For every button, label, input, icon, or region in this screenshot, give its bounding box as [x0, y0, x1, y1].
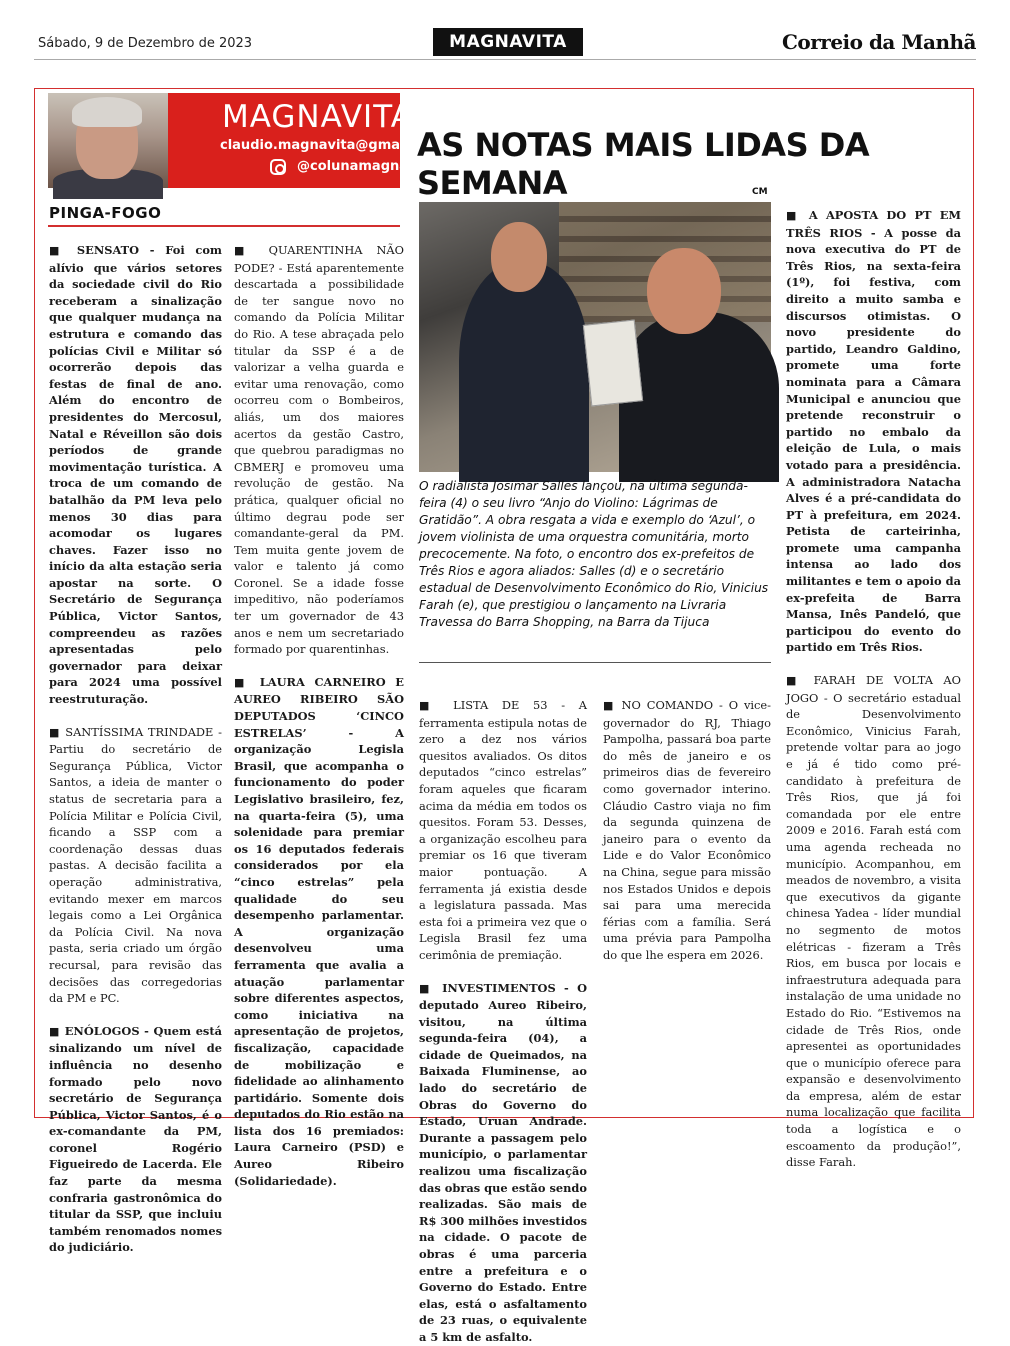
column-3: [419, 697, 587, 1344]
note-enologos: ■ ENÓLOGOS - Quem está sinalizando um nível de influência no desenho formado pelo novo secretário de Segurança Pública, Victor Santos, é o ex-comandante da PM, coronel Rogério Figueiredo de Lacerda. Ele faz parte da mesma confraria gastronômica do titular da SSP, que incluiu também renomados nomes do judiciário.: [49, 1023, 222, 1255]
section-badge: MAGNAVITA: [433, 28, 583, 56]
column-5: [786, 207, 961, 1170]
note-aposta: ■ A APOSTA DO PT EM TRÊS RIOS - A posse da nova executiva do PT de Três Rios, na sexta-feira (1º), foi festiva, com direito a muito samba e discursos otimistas. O novo presidente do partido, Leandro Galdino, promete uma forte nominata para a Câmara Municipal e anunciou que pretende reconstruir o partido no embalo da eleição de Lula, o mais votado para a presidência. A administradora Natacha Alves é a pré-candidata do PT à prefeitura, em 2024. Petista de carteirinha, promete uma campanha intensa ao lado dos militantes e tem o apoio da ex-prefeita de Barra Mansa, Inês Pandeló, que participou do evento do partido em Três Rios.: [786, 208, 961, 655]
columnist-instagram: @colunamagnavita: [297, 159, 436, 174]
note-quarentinha: ■ QUARENTINHA NÃO PODE? - Está aparentemente descartada a possibilidade de ter sangue novo no comando da Polícia Militar do Rio. A tese abraçada pelo titular da SSP é a de valorizar a velha guarda e evitar uma renovação, como ocorreu com o Bombeiros, aliás, um dos maiores acertos da gestão Castro, que quebrou paradigmas no CBMERJ e promoveu uma revolução de gestão. Na prática, qualquer oficial no último degrau pode ser comandante-geral da PM. Tem muita gente jovem de valor e talento já como Coronel. Se a idade fosse impeditivo, não poderíamos ter um governador de 43 anos e nem um secretariado formado por quarentinhas.: [234, 243, 404, 657]
photo-caption: O radialista Josimar Salles lançou, na última segunda-feira (4) o seu livro “Anjo do Violino: Lágrimas de Gratidão”. A obra resgata a vida e exemplo do ‘Azul’, o jovem violinista de uma orquestra comunitária, morto precocemente. Na foto, o encontro dos ex-prefeitos de Três Rios e agora aliados: Salles (d) e o secretário estadual de Desenvolvimento Econômico do Rio, Vinicius Farah (e), que prestigiou o lançamento na Livraria Travessa do Barra Shopping, na Barra da Tijuca: [419, 479, 769, 629]
note-investimentos: ■ INVESTIMENTOS - O deputado Aureo Ribeiro, visitou, na última segunda-feira (04), a cidade de Queimados, na Baixada Fluminense, ao lado do secretário de Obras do Governo do Estado, Uruan Andrade. Durante a passagem pelo município, o parlamentar realizou uma fiscalização das obras que estão sendo realizadas. São mais de R$ 300 milhões investidos na cidade. O pacote de obras é uma parceria entre a prefeitura e o Governo do Estado. Entre elas, está o asfaltamento de 23 ruas, o equivalente a 5 km de asfalto.: [419, 980, 587, 1344]
page-headline: AS NOTAS MAIS LIDAS DA SEMANA: [417, 126, 870, 202]
newspaper-logo: Correio da Manhã: [781, 30, 976, 54]
columnist-banner: [48, 93, 445, 188]
columnist-name: MAGNAVITA: [222, 99, 413, 135]
note-sensato: ■ SENSATO - Foi com alívio que vários setores da sociedade civil do Rio receberam a sinalização que qualquer mudança na estrutura e comando das polícias Civil e Militar só ocorrerão depois das festas de final de ano. Além do encontro de presidentes do Mercosul, Natal e Réveillon são dois períodos de grande movimentação turística. A troca de um comando de batalhão da PM leva pelo menos 30 dias para acomodar os lugares chaves. Fazer isso no início da alta estação seria apostar na sorte. O Secretário de Segurança Pública, Victor Santos, compreendeu as razões apresentadas pelo governador para deixar para 2024 uma possível reestruturação.: [49, 243, 222, 707]
note-comando: ■ NO COMANDO - O vice-governador do RJ, Thiago Pampolha, passará boa parte do mês de janeiro e os primeiros dias de fevereiro como governador interino. Cláudio Castro viaja no fim da segunda quinzena de janeiro para o evento da Lide e do Valor Econômico na China, segue para missão nos Estados Unidos e depois sai para uma merecida férias com a família. Será uma prévia para Pampolha do que lhe espera em 2026.: [603, 698, 771, 962]
pinga-fogo-label: PINGA-FOGO: [49, 204, 162, 222]
columnist-avatar: [48, 93, 168, 188]
columnist-email: claudio.magnavita@gmail.com: [220, 138, 445, 153]
column-2: [234, 242, 404, 1188]
header-divider: [34, 59, 976, 60]
pinga-fogo-divider: [48, 225, 400, 227]
note-farah: ■ FARAH DE VOLTA AO JOGO - O secretário estadual de Desenvolvimento Econômico, Vinicius Farah, pretende voltar para ao jogo e já é tido como pré-candidato à prefeitura de Três Rios, que já foi comandada por ele entre 2009 e 2016. Farah está com uma agenda recheada no município. Acompanhou, em meados de novembro, a visita que executivos da gigante chinesa Yadea - líder mundial no segmento de motos elétricas - fizeram a Três Rios, em busca por locais e infraestrutura adequada para instalação de uma unidade no Estado do Rio. “Estivemos na cidade de Três Rios, onde apresentei as oportunidades que o município oferece para expansão e desenvolvimento da empresa, além de estar numa localização que facilita toda a logística e o escoamento da produção!”, disse Farah.: [786, 673, 961, 1170]
note-laura: ■ LAURA CARNEIRO E AUREO RIBEIRO SÃO DEPUTADOS ‘CINCO ESTRELAS’ - A organização Legisla Brasil, que acompanha o funcionamento do poder Legislativo brasileiro, fez, na quarta-feira (5), uma solenidade para premiar os 16 deputados federais considerados por ela “cinco estrelas” pela qualidade do seu desempenho parlamentar. A organização desenvolveu uma ferramenta que avalia a atuação parlamentar sobre diferentes aspectos, como iniciativa na apresentação de projetos, fiscalização, capacidade de mobilização e fidelidade ao alinhamento partidário. Somente dois deputados do Rio estão na lista dos 16 premiados: Laura Carneiro (PSD) e Aureo Ribeiro (Solidariedade).: [234, 674, 404, 1188]
event-photo: [419, 202, 771, 472]
note-lista: ■ LISTA DE 53 - A ferramenta estipula notas de zero a dez nos vários quesitos avaliados. Os ditos deputados “cinco estrelas” foram aqueles que ficaram acima da média em todos os quesitos. Foram 53. Desses, a organização escolheu para premiar os 16 que tiveram maior pontuação. A ferramenta já existia desde a legislatura passada. Mas esta foi a primeira vez que o Legisla Brasil fez uma cerimônia de premiação.: [419, 698, 587, 962]
caption-divider: [419, 662, 771, 663]
header-date: Sábado, 9 de Dezembro de 2023: [38, 36, 253, 51]
photo-credit: CM: [752, 187, 768, 197]
instagram-icon: [270, 159, 286, 175]
column-4: [603, 697, 771, 1115]
column-1: [49, 242, 222, 1255]
note-santissima: ■ SANTÍSSIMA TRINDADE - Partiu do secretário de Segurança Pública, Victor Santos, a ideia de manter o status de secretaria para a Polícia Militar e Polícia Civil, ficando a SSP com a coordenação dessas duas pastas. A decisão facilita a operação administrativa, evitando mexer em marcos legais como a Lei Orgânica da Polícia Civil. Na nova pasta, seria criado um órgão recursal, para revisão das decisões das corregedorias da PM e PC.: [49, 724, 222, 1006]
